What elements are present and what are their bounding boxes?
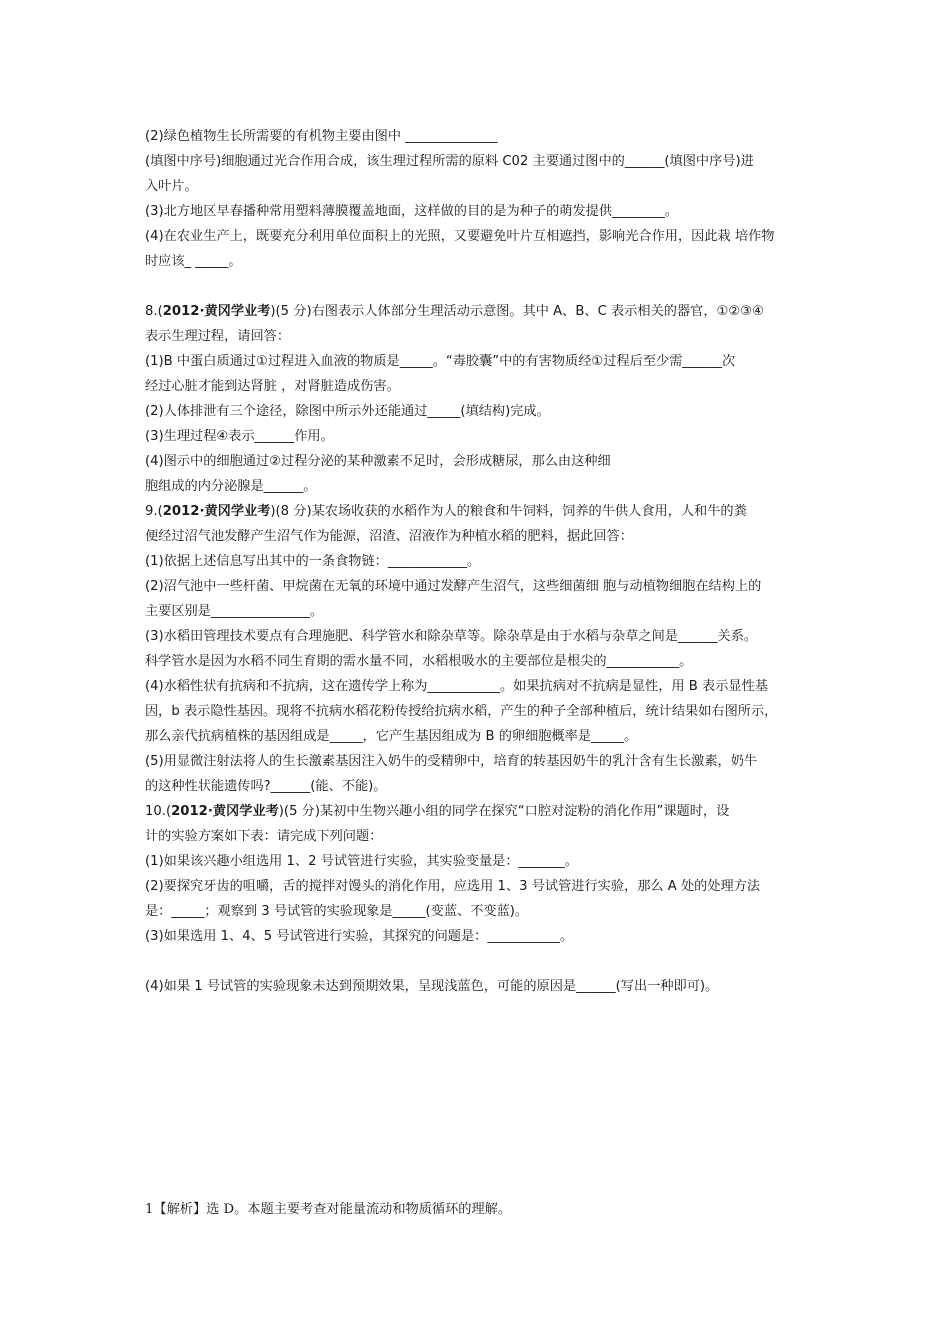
q8-heading-text: )(5 分)右图表示人体部分生理活动示意图。其中 A、B、C 表示相关的器官，①②③④ (270, 304, 764, 319)
q10-heading-text: )(5 分)某初中生物兴趣小组的同学在探究“口腔对淀粉的消化作用”课题时，设 (278, 804, 730, 819)
q8-part1-line1: (1)B 中蛋白质通过①过程进入血液的物质是_____。“毒胶囊”中的有害物质经①过程后至少需______次 (145, 354, 736, 369)
q7-part3: (3)北方地区早春播种常用塑料薄膜覆盖地面，这样做的目的是为种子的萌发提供________。 (145, 204, 678, 219)
q9-part4-line1: (4)水稻性状有抗病和不抗病，这在遗传学上称为___________。如果抗病对不抗病是显性，用 B 表示显性基 (145, 679, 768, 694)
q10-heading (145, 803, 815, 821)
q9-part5-line1: (5)用显微注射法将人的生长激素基因注入奶牛的受精卵中，培育的转基因奶牛的乳汁含有生长激素，奶牛 (145, 754, 758, 769)
q9-heading-line2: 便经过沼气池发酵产生沼气作为能源，沼渣、沼液作为种植水稻的肥料，据此回答： (145, 529, 633, 544)
q9-part4-line3: 那么亲代抗病植株的基因组成是_____，它产生基因组成为 B 的卵细胞概率是_____。 (145, 729, 638, 744)
q8-number: 8.( (145, 304, 163, 319)
q7-part2-line2: (填图中序号)细胞通过光合作用合成，该生理过程所需的原料 C02 主要通过图中的______(填图中序号)进 (145, 154, 754, 169)
q9-number: 9.( (145, 504, 163, 519)
q7-part2-line1: (2)绿色植物生长所需要的有机物主要由图中 ______________ (145, 129, 498, 144)
q9-source: 2012·黄冈学业考 (162, 504, 271, 519)
q8-part4-line2: 胞组成的内分泌腺是______。 (145, 479, 317, 494)
q8-part2: (2)人体排泄有三个途径，除图中所示外还能通过_____(填结构)完成。 (145, 404, 550, 419)
q8-heading (145, 303, 815, 321)
q8-part1-line2: 经过心脏才能到达肾脏 ，对肾脏造成伤害。 (145, 379, 400, 394)
answer-note: 1【解析】选 D。本题主要考查对能量流动和物质循环的理解。 (145, 1202, 512, 1217)
q10-part1: (1)如果该兴趣小组选用 1、2 号试管进行实验，其实验变量是：_______。 (145, 854, 578, 869)
q7-part4-line1: (4)在农业生产上，既要充分利用单位面积上的光照，又要避免叶片互相遮挡，影响光合作用，因此栽 培作物 (145, 229, 775, 244)
q7-part4-line2: 时应该_ _____。 (145, 254, 242, 269)
q10-part3: (3)如果选用 1、4、5 号试管进行实验，其探究的问题是：___________。 (145, 929, 574, 944)
q9-heading (145, 503, 815, 521)
q7-part2-line3: 入叶片。 (145, 179, 198, 194)
q10-number: 10.( (145, 804, 172, 819)
q9-part4-line2: 因，b 表示隐性基因。现将不抗病水稻花粉传授给抗病水稻，产生的种子全部种植后，统计结果如右图所示， (145, 704, 778, 719)
q8-heading-line2: 表示生理过程，请回答： (145, 329, 291, 344)
q10-part2-line2: 是：_____；观察到 3 号试管的实验现象是_____(变蓝、不变蓝)。 (145, 904, 529, 919)
q8-part3: (3)生理过程④表示______作用。 (145, 429, 334, 444)
q9-heading-text: )(8 分)某农场收获的水稻作为人的粮食和牛饲料，饲养的牛供人食用，人和牛的粪 (270, 504, 747, 519)
q9-part2-line1: (2)沼气池中一些杆菌、甲烷菌在无氧的环境中通过发酵产生沼气，这些细菌细 胞与动植物细胞在结构上的 (145, 579, 762, 594)
q9-part3-line2: 科学管水是因为水稻不同生育期的需水量不同，水稻根吸水的主要部位是根尖的___________。 (145, 654, 693, 669)
q8-source: 2012·黄冈学业考 (162, 304, 271, 319)
q10-part2-line1: (2)要探究牙齿的咀嚼，舌的搅拌对馒头的消化作用，应选用 1、3 号试管进行实验，那么 A 处的处理方法 (145, 879, 761, 894)
q10-heading-line2: 计的实验方案如下表：请完成下列问题： (145, 829, 383, 844)
q10-source: 2012·黄冈学业考 (171, 804, 279, 819)
q8-part4-line1: (4)图示中的细胞通过②过程分泌的某种激素不足时，会形成糖尿，那么由这种细 (145, 454, 611, 469)
q10-part4: (4)如果 1 号试管的实验现象未达到预期效果，呈现浅蓝色，可能的原因是______(写出一种即可)。 (145, 979, 719, 994)
q9-part1: (1)依据上述信息写出其中的一条食物链：____________。 (145, 554, 481, 569)
q9-part5-line2: 的这种性状能遗传吗?______(能、不能)。 (145, 779, 387, 794)
q9-part3-line1: (3)水稻田管理技术要点有合理施肥、科学管水和除杂草等。除杂草是由于水稻与杂草之间是______关系。 (145, 629, 758, 644)
q9-part2-line2: 主要区别是_______________。 (145, 604, 324, 619)
